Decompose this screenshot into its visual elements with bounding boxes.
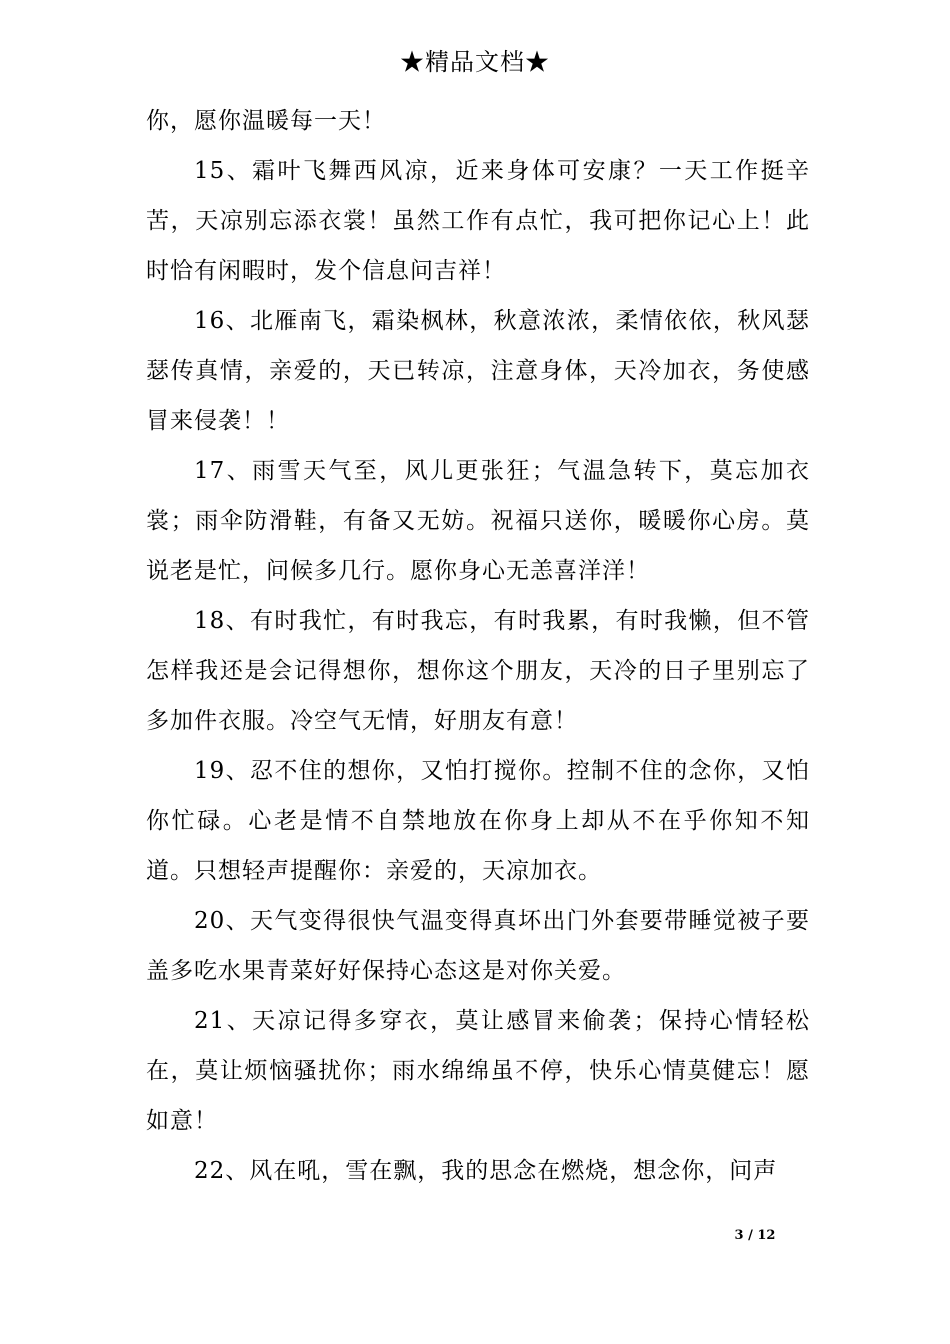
- page-number: 3 / 12: [734, 1228, 776, 1243]
- paragraph-20: 20、天气变得很快气温变得真坏出门外套要带睡觉被子要盖多吃水果青菜好好保持心态这是对你关爱。: [146, 908, 810, 984]
- paragraph-18: 18、有时我忙，有时我忘，有时我累，有时我懒，但不管怎样我还是会记得想你，想你这个朋友，天冷的日子里别忘了多加件衣服。冷空气无情，好朋友有意！: [146, 608, 810, 734]
- document-body: [146, 96, 810, 1196]
- paragraph-19: 19、忍不住的想你，又怕打搅你。控制不住的念你，又怕你忙碌。心老是情不自禁地放在你身上却从不在乎你知不知道。只想轻声提醒你：亲爱的，天凉加衣。: [146, 758, 810, 884]
- paragraph-15: 15、霜叶飞舞西风凉，近来身体可安康？一天工作挺辛苦，天凉别忘添衣裳！虽然工作有点忙，我可把你记心上！此时恰有闲暇时，发个信息问吉祥！: [146, 158, 810, 284]
- paragraph-continuation: 你，愿你温暖每一天！: [146, 108, 386, 134]
- paragraph-16: 16、北雁南飞，霜染枫林，秋意浓浓，柔情依依，秋风瑟瑟传真情，亲爱的，天已转凉，注意身体，天冷加衣，务使感冒来侵袭！！: [146, 308, 810, 434]
- paragraph-21: 21、天凉记得多穿衣，莫让感冒来偷袭；保持心情轻松在，莫让烦恼骚扰你；雨水绵绵虽不停，快乐心情莫健忘！愿如意！: [146, 1008, 810, 1134]
- paragraph-22: 22、风在吼，雪在飘，我的思念在燃烧，想念你，问声: [194, 1158, 778, 1184]
- page-header-title: ★精品文档★: [400, 48, 550, 76]
- paragraph-17: 17、雨雪天气至，风儿更张狂；气温急转下，莫忘加衣裳；雨伞防滑鞋，有备又无妨。祝福只送你，暖暖你心房。莫说老是忙，问候多几行。愿你身心无恙喜洋洋！: [146, 458, 810, 584]
